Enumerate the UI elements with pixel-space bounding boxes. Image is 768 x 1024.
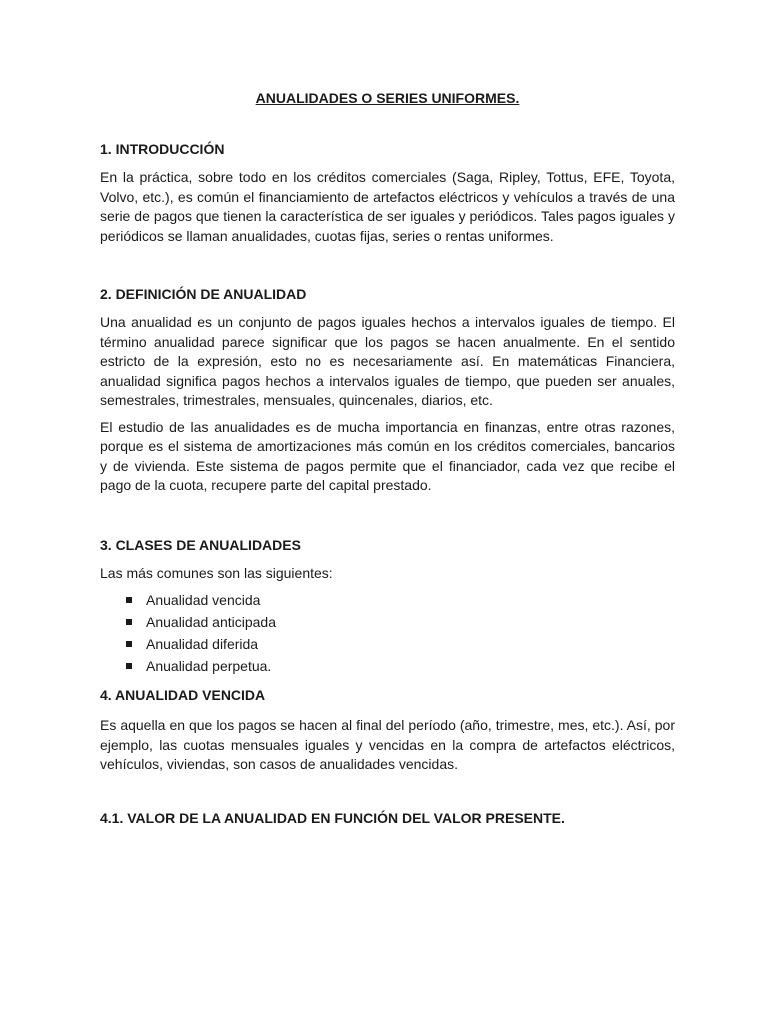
section-heading-clases: 3. CLASES DE ANUALIDADES [100, 536, 301, 553]
paragraph-definicion-1: Una anualidad es un conjunto de pagos iguales hechos a intervalos iguales de tiempo. El término anualidad parece significar que los pagos se hacen anualmente. En el sentido estricto de la expresión, esto no es necesariamente así. En matemáticas Financiera, anualidad significa pagos hechos a intervalos iguales de tiempo, que pueden ser anuales, semestrales, trimestrales, mensuales, quincenales, diarios, etc. [100, 314, 675, 408]
bullet-icon [126, 597, 132, 603]
bullet-icon [126, 641, 132, 647]
section-heading-anualidad-vencida: 4. ANUALIDAD VENCIDA [100, 687, 266, 703]
document-body [100, 88, 675, 828]
paragraph-definicion-2: El estudio de las anualidades es de mucha importancia en finanzas, entre otras razones, porque es el sistema de amortizaciones más común en los créditos comerciales, bancarios y de vivienda. Este sistema de pagos permite que el financiador, cada vez que recibe el pago de la cuota, recupere parte del capital prestado. [100, 418, 675, 493]
list-item [100, 611, 675, 633]
bullet-icon [126, 619, 132, 625]
paragraph-anualidad-vencida: Es aquella en que los pagos se hacen al final del período (año, trimestre, mes, etc.). Así, por ejemplo, las cuotas mensuales iguales y vencidas en la compra de artefactos eléctricos, vehículos, viviendas, son casos de anualidades vencidas. [100, 717, 675, 772]
section-heading-definicion: 2. DEFINICIÓN DE ANUALIDAD [100, 286, 307, 302]
section-heading-introduccion: 1. INTRODUCCIÓN [100, 141, 225, 157]
bullet-icon [126, 663, 132, 669]
list-item-label: Anualidad diferida [146, 636, 259, 652]
document-title: ANUALIDADES O SERIES UNIFORMES. [255, 90, 520, 106]
paragraph-clases-intro: Las más comunes son las siguientes: [100, 564, 333, 581]
list-item-label: Anualidad vencida [146, 592, 261, 608]
bullet-list-clases [100, 589, 675, 677]
paragraph-introduccion: En la práctica, sobre todo en los créditos comerciales (Saga, Ripley, Tottus, EFE, Toyota, Volvo, etc.), es común el financiamiento de artefactos eléctricos y vehículos a través de una serie de pagos que tienen la característica de ser iguales y periódicos. Tales pagos iguales y periódicos se llaman anualidades, cuotas fijas, series o rentas uniformes. [100, 169, 675, 244]
section-heading-valor-presente: 4.1. VALOR DE LA ANUALIDAD EN FUNCIÓN DEL VALOR PRESENTE. [100, 809, 565, 826]
list-item-label: Anualidad perpetua. [146, 658, 272, 674]
list-item [100, 633, 675, 655]
list-item [100, 655, 675, 677]
list-item-label: Anualidad anticipada [146, 614, 276, 630]
list-item [100, 589, 675, 611]
